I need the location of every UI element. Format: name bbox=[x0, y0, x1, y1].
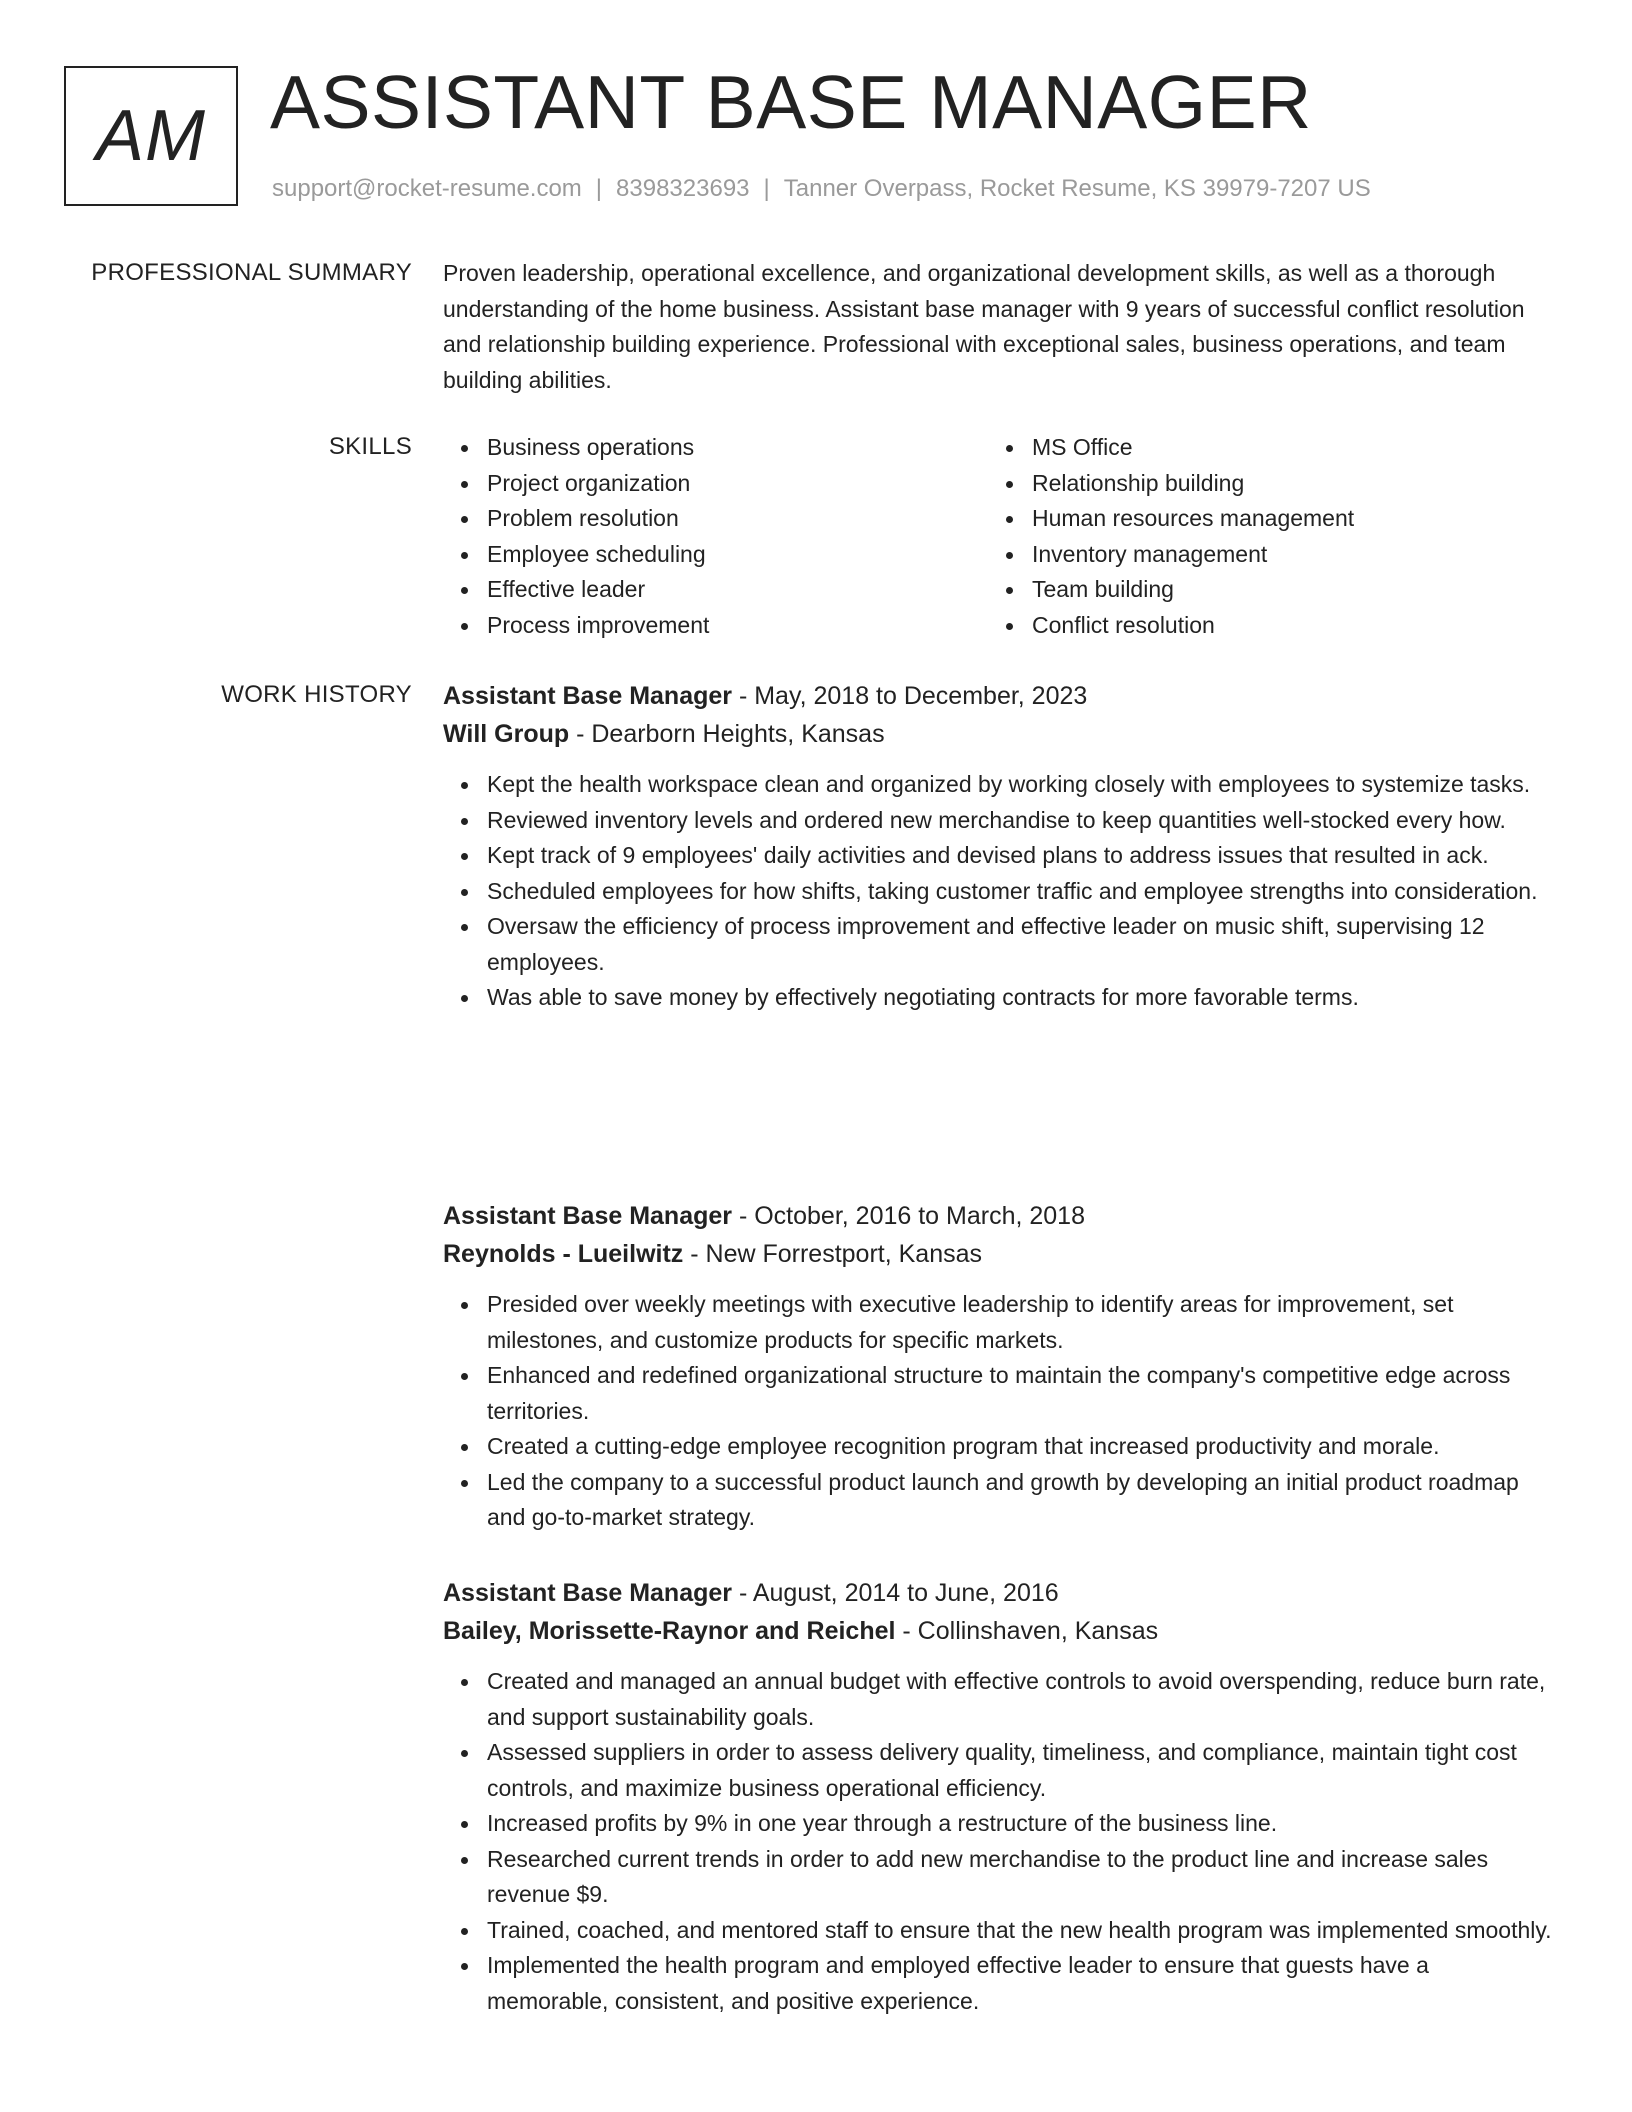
section-label-work-history: WORK HISTORY bbox=[221, 681, 412, 708]
job-company-line bbox=[443, 716, 1553, 754]
job-bullet: Kept the health workspace clean and organized by working closely with employees to systemize tasks. bbox=[443, 767, 1553, 803]
job-bullet: Increased profits by 9% in one year through a restructure of the business line. bbox=[443, 1806, 1553, 1842]
job-bullet: Oversaw the efficiency of process improvement and effective leader on music shift, supervising 12 employees. bbox=[443, 909, 1553, 980]
section-label-skills: SKILLS bbox=[328, 433, 412, 460]
skills-section bbox=[443, 430, 1553, 643]
skill-item: Team building bbox=[988, 572, 1488, 608]
monogram-box bbox=[64, 66, 238, 206]
job-title-line bbox=[443, 1575, 1553, 1613]
section-label-summary: PROFESSIONAL SUMMARY bbox=[91, 259, 412, 286]
job-bullet-list bbox=[443, 767, 1553, 1016]
skill-item: Relationship building bbox=[988, 466, 1488, 502]
job-dates: - October, 2016 to March, 2018 bbox=[732, 1202, 1085, 1230]
job-bullet: Trained, coached, and mentored staff to ensure that the new health program was implemented smoothly. bbox=[443, 1913, 1553, 1949]
summary-text: Proven leadership, operational excellence, and organizational development skills, as well as a thorough understanding of the home business. Assistant base manager with 9 years of successful conflict resolution and relationship building experience. Professional with exceptional sales, business operations, and team building abilities. bbox=[443, 260, 1525, 393]
job-bullet: Implemented the health program and employed effective leader to ensure that guests have a memorable, consistent, and positive experience. bbox=[443, 1948, 1553, 2019]
job-bullet: Presided over weekly meetings with executive leadership to identify areas for improvement, set milestones, and customize products for specific markets. bbox=[443, 1287, 1553, 1358]
job-company-line bbox=[443, 1613, 1553, 1651]
skill-item: Business operations bbox=[443, 430, 988, 466]
skill-item: MS Office bbox=[988, 430, 1488, 466]
job-company: Will Group bbox=[443, 719, 570, 748]
skill-item: Employee scheduling bbox=[443, 537, 988, 573]
job-title: Assistant Base Manager bbox=[443, 1202, 733, 1230]
contact-address: Tanner Overpass, Rocket Resume, KS 39979-7207 US bbox=[783, 175, 1371, 202]
summary-section bbox=[443, 256, 1553, 398]
skill-item: Human resources management bbox=[988, 501, 1488, 537]
job-title-line bbox=[443, 1198, 1553, 1236]
job-entry bbox=[443, 1575, 1553, 2019]
job-entry bbox=[443, 1198, 1553, 1536]
job-bullet: Researched current trends in order to add new merchandise to the product line and increase sales revenue $9. bbox=[443, 1842, 1553, 1913]
skill-item: Project organization bbox=[443, 466, 988, 502]
job-title: Assistant Base Manager bbox=[443, 682, 733, 710]
contact-separator: | bbox=[595, 175, 603, 202]
job-location: - Collinshaven, Kansas bbox=[895, 1616, 1159, 1645]
job-bullet: Reviewed inventory levels and ordered new merchandise to keep quantities well-stocked every how. bbox=[443, 803, 1553, 839]
job-bullet: Created and managed an annual budget with effective controls to avoid overspending, reduce burn rate, and support sustainability goals. bbox=[443, 1664, 1553, 1735]
contact-separator: | bbox=[763, 175, 770, 202]
job-title: Assistant Base Manager bbox=[443, 1579, 733, 1607]
skill-item: Inventory management bbox=[988, 537, 1488, 573]
job-bullet: Scheduled employees for how shifts, taking customer traffic and employee strengths into consideration. bbox=[443, 874, 1553, 910]
job-bullet: Assessed suppliers in order to assess delivery quality, timeliness, and compliance, maintain tight cost controls, and maximize business operational efficiency. bbox=[443, 1735, 1553, 1806]
contact-line bbox=[272, 174, 1371, 204]
resume-title: ASSISTANT BASE MANAGER bbox=[270, 60, 1312, 144]
skill-item: Conflict resolution bbox=[988, 608, 1488, 644]
job-bullet: Was able to save money by effectively negotiating contracts for more favorable terms. bbox=[443, 980, 1553, 1016]
job-company-line bbox=[443, 1236, 1553, 1274]
monogram-initials: AM bbox=[96, 96, 206, 176]
job-company: Bailey, Morissette-Raynor and Reichel bbox=[443, 1616, 896, 1645]
contact-email[interactable]: support@rocket-resume.com bbox=[272, 175, 582, 202]
job-bullet-list bbox=[443, 1287, 1553, 1536]
job-bullet: Created a cutting-edge employee recognition program that increased productivity and morale. bbox=[443, 1429, 1553, 1465]
job-location: - Dearborn Heights, Kansas bbox=[569, 719, 885, 748]
job-bullet: Kept track of 9 employees' daily activities and devised plans to address issues that resulted in ack. bbox=[443, 838, 1553, 874]
job-entry bbox=[443, 678, 1553, 1016]
job-dates: - May, 2018 to December, 2023 bbox=[732, 682, 1088, 710]
job-title-line bbox=[443, 678, 1553, 716]
job-dates: - August, 2014 to June, 2016 bbox=[732, 1579, 1059, 1607]
job-bullet-list bbox=[443, 1664, 1553, 2019]
skill-item: Effective leader bbox=[443, 572, 988, 608]
job-bullet: Led the company to a successful product launch and growth by developing an initial product roadmap and go-to-market strategy. bbox=[443, 1465, 1553, 1536]
contact-phone[interactable]: 8398323693 bbox=[616, 175, 750, 202]
skills-list-right bbox=[988, 430, 1488, 643]
skill-item: Problem resolution bbox=[443, 501, 988, 537]
skills-list-left bbox=[443, 430, 988, 643]
skill-item: Process improvement bbox=[443, 608, 988, 644]
job-location: - New Forrestport, Kansas bbox=[683, 1239, 983, 1268]
job-bullet: Enhanced and redefined organizational structure to maintain the company's competitive edge across territories. bbox=[443, 1358, 1553, 1429]
job-company: Reynolds - Lueilwitz bbox=[443, 1239, 684, 1268]
